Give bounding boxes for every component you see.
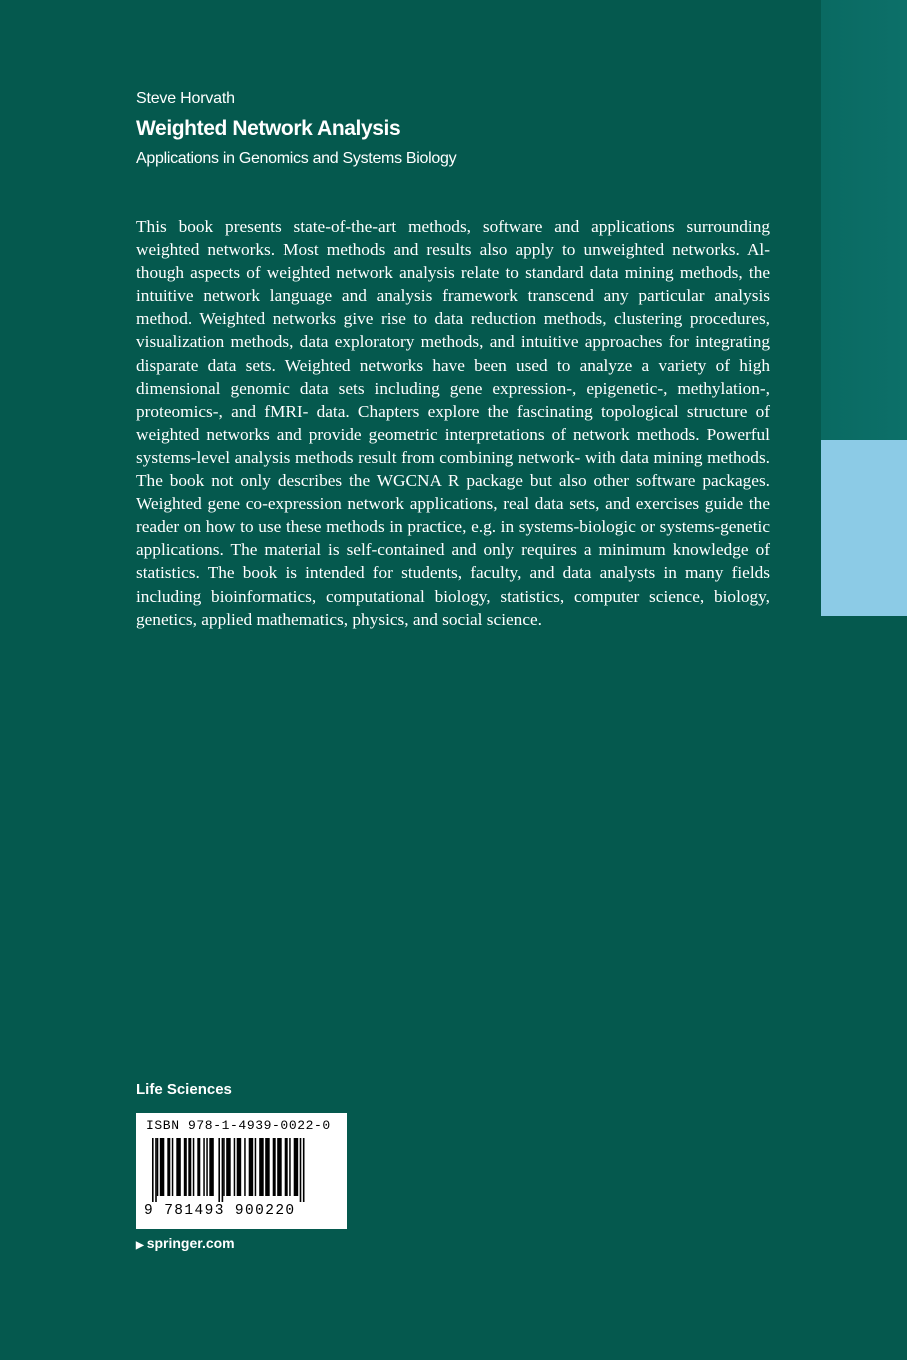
- author-name: Steve Horvath: [136, 90, 235, 107]
- book-subtitle: Applications in Genomics and Systems Biology: [136, 150, 457, 167]
- barcode-bar: [184, 1138, 187, 1196]
- barcode-bar: [223, 1138, 225, 1196]
- barcode-bar: [289, 1138, 291, 1196]
- barcode-bar: [249, 1138, 254, 1196]
- barcode-bar: [206, 1138, 208, 1196]
- barcode-bar: [218, 1138, 220, 1202]
- barcode-bar: [188, 1138, 191, 1196]
- barcode-bar: [222, 1138, 224, 1202]
- website-label: springer.com: [146, 1235, 235, 1251]
- barcode-bar: [226, 1138, 231, 1196]
- barcode-bar: [203, 1138, 205, 1196]
- barcode-bar: [167, 1138, 170, 1196]
- publisher-website[interactable]: [136, 1235, 235, 1251]
- barcode-bar: [176, 1138, 181, 1196]
- barcode-bar: [277, 1138, 282, 1196]
- barcode-bar: [155, 1138, 157, 1202]
- barcode-bar: [172, 1138, 174, 1196]
- barcode-bar: [237, 1138, 242, 1196]
- barcode-bar: [160, 1138, 165, 1196]
- barcode-bar: [193, 1138, 195, 1196]
- barcode-bar: [285, 1138, 288, 1196]
- barcode-bar: [294, 1138, 299, 1196]
- isbn-label: ISBN 978-1-4939-0022-0: [146, 1118, 331, 1133]
- barcode-bar: [265, 1138, 270, 1196]
- spine-band-bottom: [821, 616, 907, 1360]
- barcode-bar: [197, 1138, 200, 1196]
- subject-category: Life Sciences: [136, 1081, 232, 1098]
- barcode-bar: [303, 1138, 305, 1202]
- barcode-bar: [209, 1138, 214, 1196]
- ean-digits: 9 781493 900220: [144, 1203, 296, 1219]
- spine-accent-band: [821, 440, 907, 616]
- barcode-bar: [255, 1138, 257, 1196]
- barcode-bar: [273, 1138, 276, 1196]
- book-title: Weighted Network Analysis: [136, 117, 401, 140]
- barcode-bar: [152, 1138, 154, 1202]
- isbn-barcode: [136, 1113, 347, 1229]
- barcode-bar: [300, 1138, 302, 1202]
- barcode-bar: [234, 1138, 236, 1196]
- barcode-bar: [244, 1138, 246, 1196]
- spine-band-top: [821, 0, 907, 440]
- barcode-icon: [146, 1138, 336, 1202]
- back-cover-blurb: This book presents state-of-the-art methods, software and applications surrounding weighted networks. Most methods and results also apply to unweighted networks. Although aspects of weighted network analysis relate to standard data mining methods, the intuitive network language and analysis framework transcend any particular analysis method. Weighted networks give rise to data reduction methods, clustering procedures, visualization methods, data exploratory methods, and intuitive approaches for integrating disparate data sets. Weighted networks have been used to analyze a variety of high dimensional genomic data sets including gene expression-, epigenetic-, methylation-, proteomics-, and fMRI- data. Chapters explore the fascinating topological structure of weighted networks and provide geometric interpretations of network methods. Powerful systems-level analysis methods result from combining network- with data mining methods. The book not only describes the WGCNA R package but also other software packages. Weighted gene co-expression network applications, real data sets, and exercises guide the reader on how to use these methods in practice, e.g. in systems-biologic or systems-genetic applications. The material is self-contained and only requires a minimum knowledge of statistics. The book is intended for students, faculty, and data analysts in many fields including bioinformatics, computational biology, statistics, computer science, biology, genetics, applied mathematics, physics, and social science.: [136, 217, 770, 629]
- barcode-bar: [157, 1138, 159, 1196]
- barcode-bar: [259, 1138, 264, 1196]
- triangle-right-icon: ▶: [136, 1240, 144, 1251]
